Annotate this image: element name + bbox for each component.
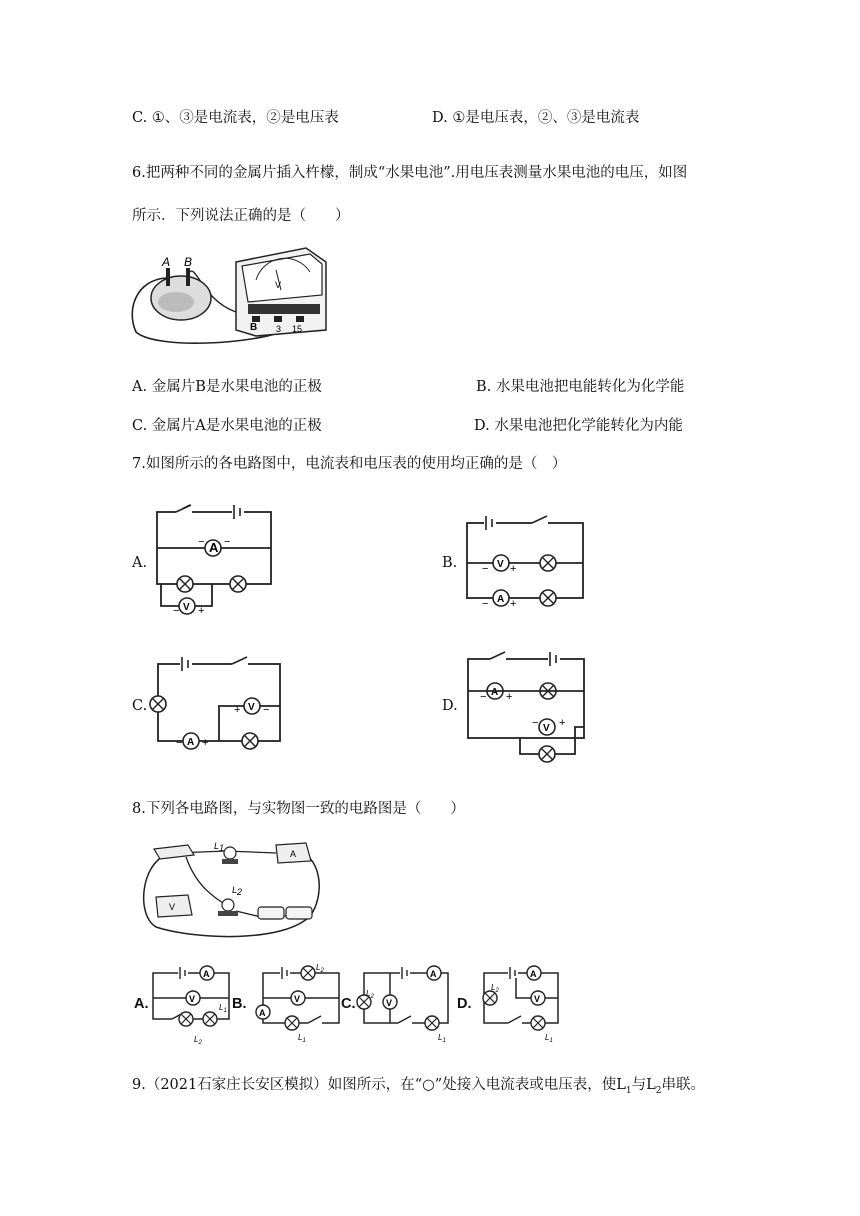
q8c-ammeter: A [430, 969, 437, 979]
q6-option-d: D. 水果电池把化学能转化为内能 [474, 418, 683, 434]
q8d-l2-label: $L_2$ [491, 983, 499, 994]
q7-sign: + [559, 717, 566, 729]
q7-sign: − [173, 605, 180, 617]
q7-sign: − [532, 717, 539, 729]
q6-stem-line1: 6.把两种不同的金属片插入杵檬，制成“水果电池”.用电压表测量水果电池的电压，如图 [132, 165, 688, 181]
q7-label-b: B. [442, 555, 458, 571]
terminal-15-label: 15 [292, 324, 303, 334]
q6-option-b: B. 水果电池把电能转化为化学能 [476, 379, 685, 395]
q8a-l2-label: $L_2$ [194, 1035, 202, 1046]
q9-stem: 9.（2021石家庄长安区模拟）如图所示，在“○”处接入电流表或电压表，使$L_1$与$L_2$串联。 [132, 1077, 705, 1096]
q8c-voltmeter: V [386, 998, 393, 1008]
q7-sign: − [176, 737, 183, 749]
q7d-ammeter-label: A [491, 687, 499, 698]
q7d-voltmeter-label: V [543, 723, 550, 734]
q8c-l2-label: $L_2$ [366, 989, 374, 1000]
q8d-voltmeter: V [534, 994, 541, 1004]
q8-real-l1-label: L1 [214, 841, 225, 853]
q8b-l2-label: $L_2$ [316, 963, 324, 974]
q7-sign: − [480, 691, 487, 703]
q8d-l1-label: $L_1$ [545, 1033, 553, 1044]
q7-sign: + [510, 563, 517, 575]
q8a-voltmeter: V [189, 994, 196, 1004]
q7-sign: − [198, 536, 205, 548]
q7-label-d: D. [442, 698, 458, 714]
terminal-b-label: B [250, 322, 258, 333]
q8-stem: 8.下列各电路图，与实物图一致的电路图是（ ） [132, 801, 465, 817]
q7-sign: − [482, 598, 489, 610]
q8a-l1-label: $L_1$ [219, 1003, 227, 1014]
q6-option-c: C. 金属片A是水果电池的正极 [132, 418, 322, 434]
q7-sign: + [234, 704, 241, 716]
q8-label-d: D. [457, 996, 472, 1012]
q7c-ammeter-label: A [187, 737, 195, 748]
q7-sign: + [202, 737, 209, 749]
q6-stem-line2: 所示．下列说法正确的是（ ） [132, 208, 350, 224]
terminal-3-label: 3 [276, 324, 282, 334]
plate-a-label: A [162, 255, 171, 269]
q7c-voltmeter-label: V [248, 702, 255, 713]
q8-label-a: A. [134, 996, 149, 1012]
q7-label-a: A. [132, 555, 148, 571]
q7-sign: − [263, 704, 270, 716]
q8c-l1-label: $L_1$ [438, 1033, 446, 1044]
q8-label-c: C. [341, 996, 356, 1012]
q7-label-c: C. [132, 698, 148, 714]
q7b-ammeter-label: A [497, 594, 505, 605]
q7-stem: 7.如图所示的各电路图中，电流表和电压表的使用均正确的是（ ） [132, 456, 567, 472]
meter-v-label: V [275, 280, 282, 290]
q8b-ammeter: A [259, 1008, 266, 1018]
q6-option-a: A. 金属片B是水果电池的正极 [132, 379, 322, 395]
q7-sign: + [506, 691, 513, 703]
q8-real-voltmeter-label: V [169, 902, 176, 912]
q7-sign: + [510, 598, 517, 610]
q8d-ammeter: A [530, 969, 537, 979]
q8-real-l2-label: L2 [232, 885, 243, 897]
q8-label-b: B. [232, 996, 247, 1012]
q7b-voltmeter-label: V [497, 559, 504, 570]
q8b-voltmeter: V [294, 994, 301, 1004]
q7-sign: − [482, 563, 489, 575]
q7a-voltmeter-label: V [183, 602, 190, 613]
q7a-ammeter-label: A [209, 540, 219, 555]
plate-b-label: B [184, 255, 193, 269]
q7-sign: − [224, 536, 231, 548]
q5-option-d: D. ①是电压表，②、③是电流表 [432, 110, 640, 126]
q7-sign: + [198, 605, 205, 617]
q8a-ammeter: A [203, 969, 210, 979]
q8-real-ammeter-label: A [290, 849, 297, 859]
q8b-l1-label: $L_1$ [298, 1033, 306, 1044]
q5-option-c: C. ①、③是电流表，②是电压表 [132, 110, 339, 126]
